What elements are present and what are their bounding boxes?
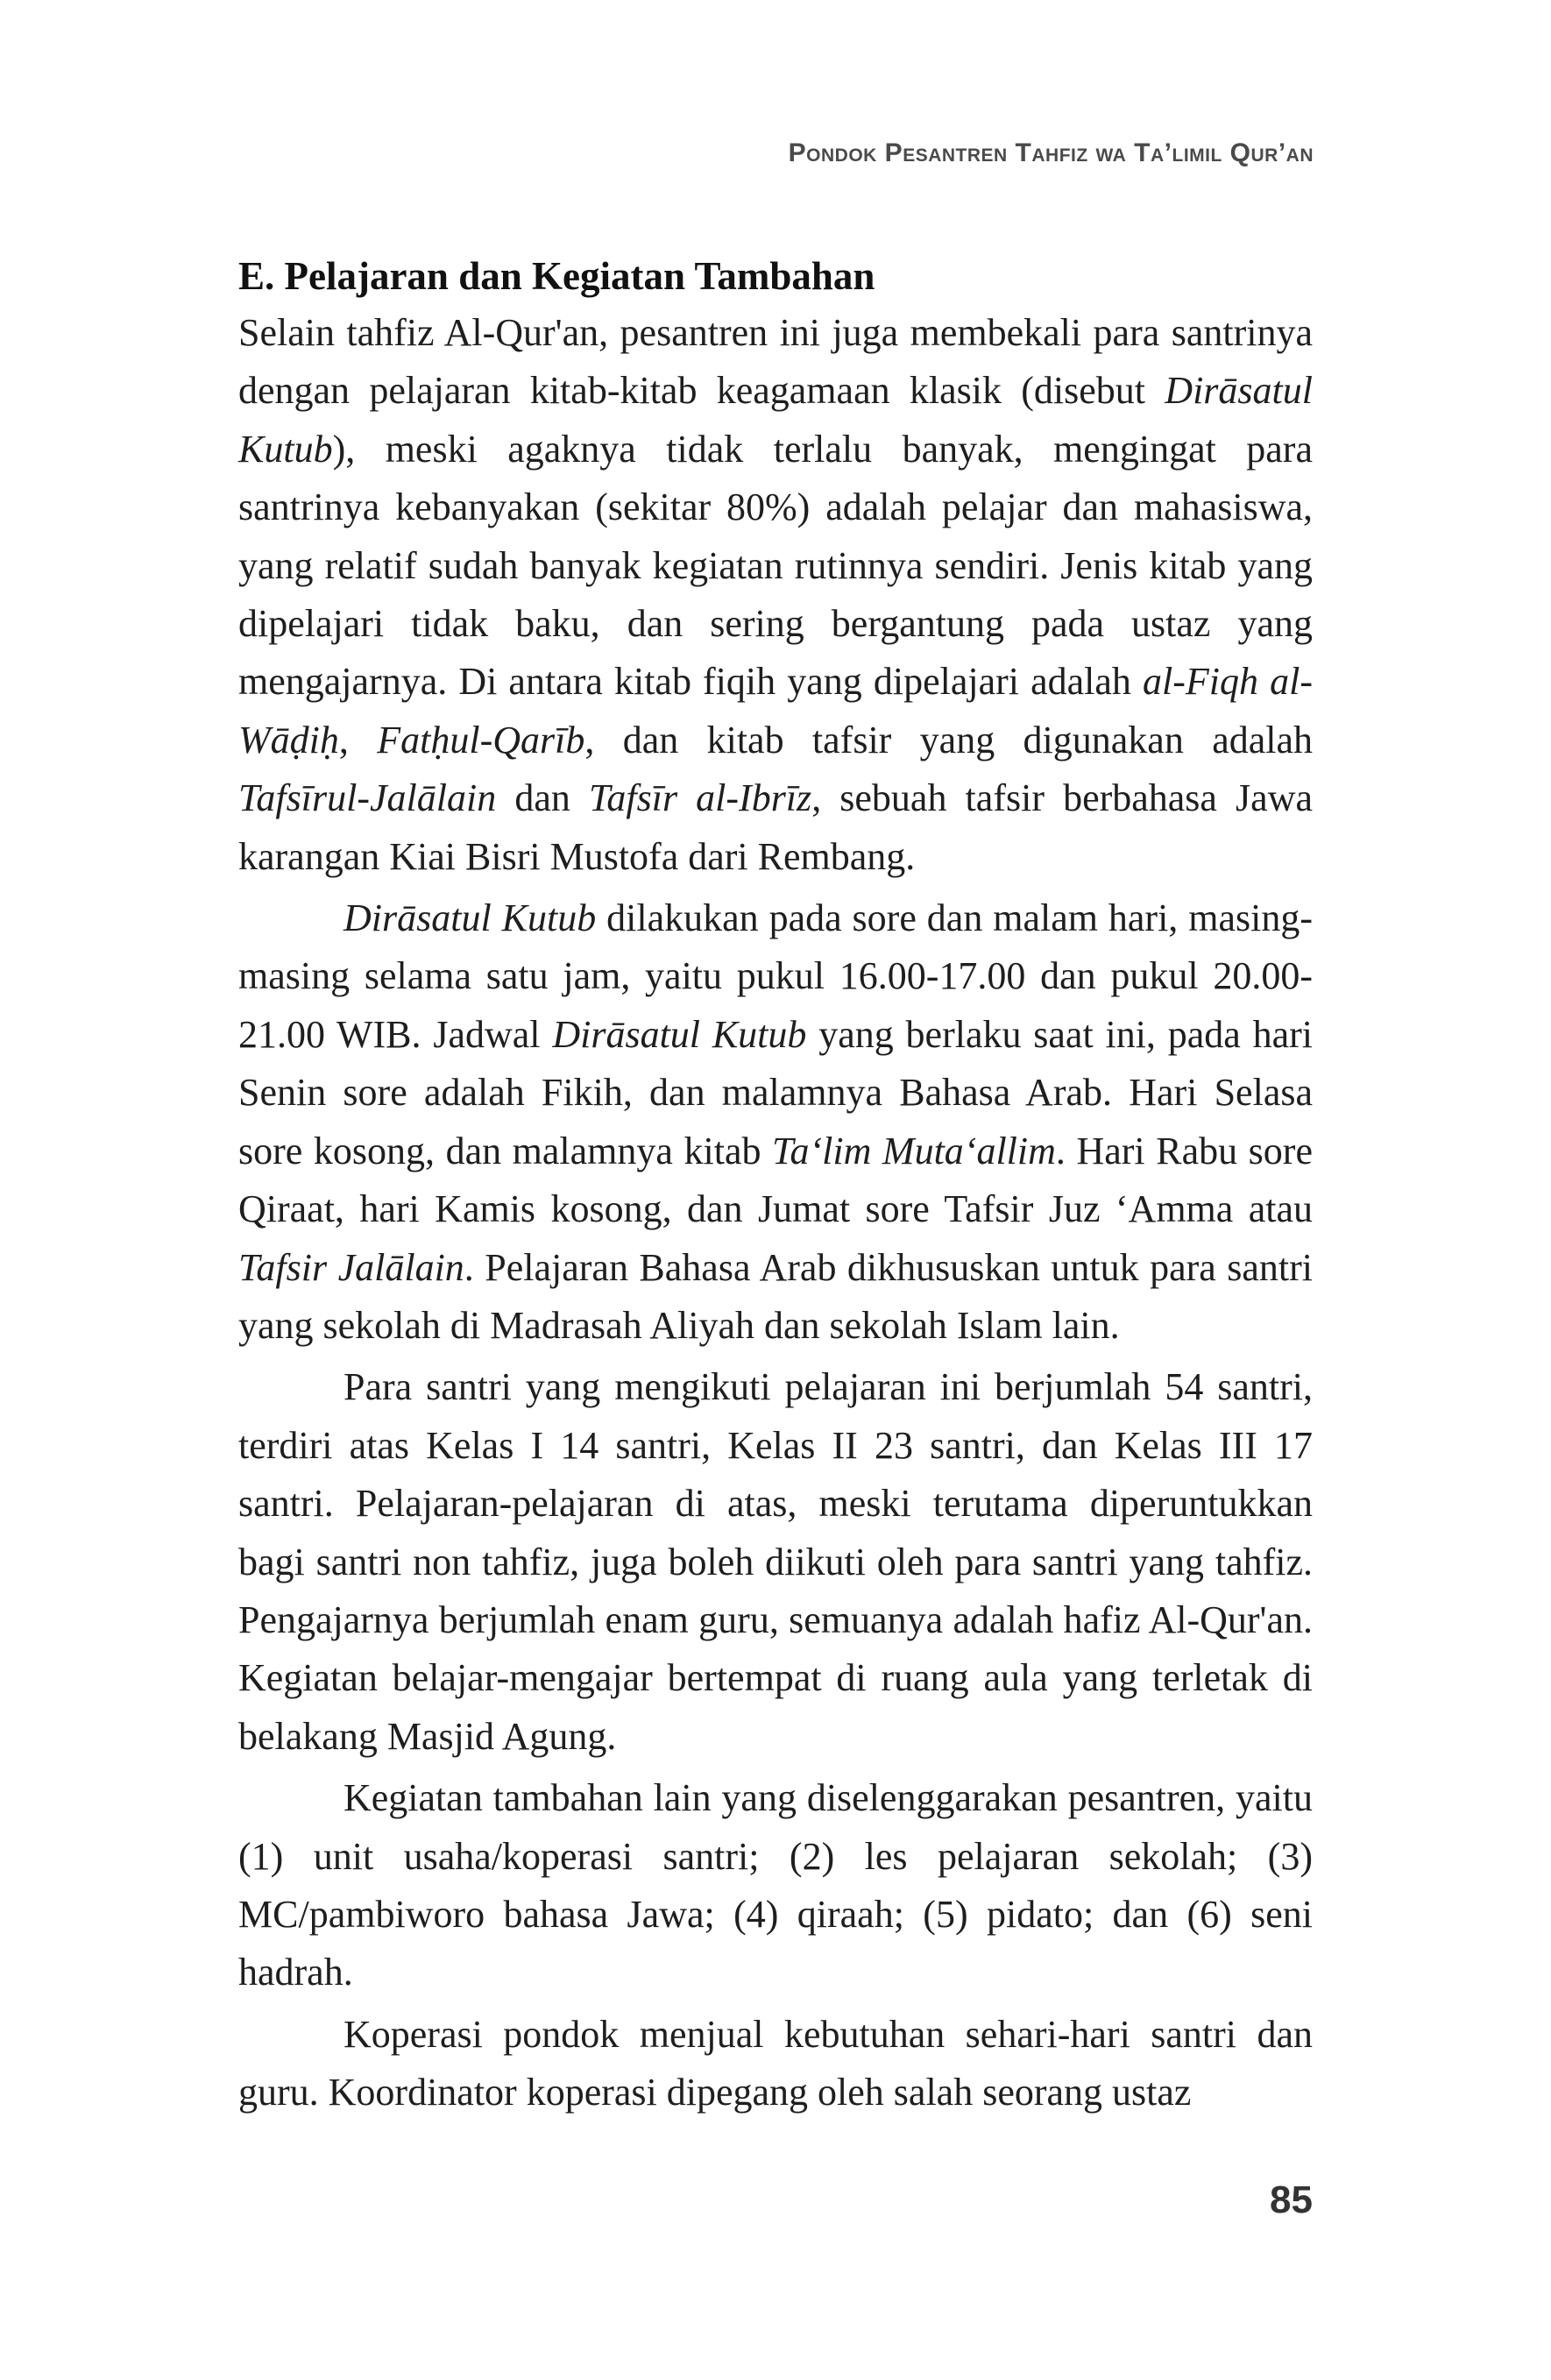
section-title: E. Pelajaran dan Kegiatan Tambahan <box>238 254 875 298</box>
p2-italic-dirasatul-kutub: Dirāsatul Kutub <box>343 896 597 940</box>
p1-text-i: dan <box>496 776 589 820</box>
page-number: 85 <box>1270 2178 1313 2221</box>
p1-italic-tafsirul-jalalain: Tafsīrul-Jalālain <box>238 776 497 820</box>
p1-italic-dirasatul-kutub: Dirāsatul Kutub <box>238 369 1313 471</box>
p1-italic-tafsir-ibriz: Tafsīr al-Ibrīz <box>588 776 812 820</box>
p2-text-f: . Hari Rabu sore Qiraat, hari Kamis kosong, dan Jumat sore Tafsir Juz ‘Amma atau <box>238 1129 1313 1231</box>
p1-text-c: ), meski agaknya tidak terlalu banyak, mengingat para santrinya kebanyakan (sekitar 80%) adalah pelajar dan mahasiswa, yang relatif sudah banyak kegiatan rutinnya sendiri. Jenis kitab yang dipelajari tidak baku, dan sering bergantung pada ustaz yang mengajarnya. Di antara kitab fiqih yang dipelajari adalah <box>238 427 1313 704</box>
p2-italic-talim-mutaallim: Ta‘lim Muta‘allim <box>772 1129 1056 1172</box>
paragraph-5: Koperasi pondok menjual kebutuhan sehari-hari santri dan guru. Koordinator koperasi dipegang oleh salah seorang ustaz <box>238 2012 1313 2114</box>
running-header: Pondok Pesantren Tahfiz wa Ta’limil Qur’an <box>788 138 1314 167</box>
paragraph-2 <box>238 889 1313 1355</box>
p1-text-a: Selain tahfiz Al-Qur'an, pesantren ini juga membekali para santrinya dengan pelajaran kitab-kitab keagamaan klasik (disebut <box>238 311 1313 413</box>
p1-italic-fiqh-wadih: al-Fiqh al-Wāḍiḥ <box>238 660 1314 761</box>
p1-text-e: , <box>338 718 378 761</box>
p2-italic-tafsir-jalalain: Tafsir Jalālain <box>238 1245 464 1289</box>
p2-text-b: dilakukan pada sore dan malam hari, masing-masing selama satu jam, yaitu pukul 16.00-17.00 dan pukul 20.00-21.00 WIB. Jadwal <box>238 896 1313 1056</box>
p2-text-h: . Pelajaran Bahasa Arab dikhususkan untuk para santri yang sekolah di Madrasah Aliyah dan sekolah Islam lain. <box>238 1245 1313 1347</box>
paragraph-3: Para santri yang mengikuti pelajaran ini berjumlah 54 santri, terdiri atas Kelas I 14 santri, Kelas II 23 santri, dan Kelas III 17 santri. Pelajaran-pelajaran di atas, meski terutama diperuntukkan bagi santri non tahfiz, juga boleh diikuti oleh para santri yang tahfiz. Pengajarnya berjumlah enam guru, semuanya adalah hafiz Al-Qur'an. Kegiatan belajar-mengajar bertempat di ruang aula yang terletak di belakang Masjid Agung. <box>238 1365 1313 1758</box>
paragraph-1 <box>238 304 1313 886</box>
p2-text-d: yang berlaku saat ini, pada hari Senin sore adalah Fikih, dan malamnya Bahasa Arab. Hari Selasa sore kosong, dan malamnya kitab <box>238 1012 1313 1172</box>
p1-italic-fathul-qarib: Fatḥul-Qarīb <box>377 718 585 761</box>
page-body <box>238 250 1313 2122</box>
p1-text-g: , dan kitab tafsir yang digunakan adalah <box>584 718 1314 761</box>
p2-italic-dirasatul-kutub-2: Dirāsatul Kutub <box>552 1012 807 1056</box>
p1-text-k: , sebuah tafsir berbahasa Jawa karangan Kiai Bisri Mustofa dari Rembang. <box>238 776 1314 878</box>
paragraph-4: Kegiatan tambahan lain yang diselenggarakan pesantren, yaitu (1) unit usaha/koperasi santri; (2) les pelajaran sekolah; (3) MC/pambiworo bahasa Jawa; (4) qiraah; (5) pidato; dan (6) seni hadrah. <box>238 1776 1313 1994</box>
